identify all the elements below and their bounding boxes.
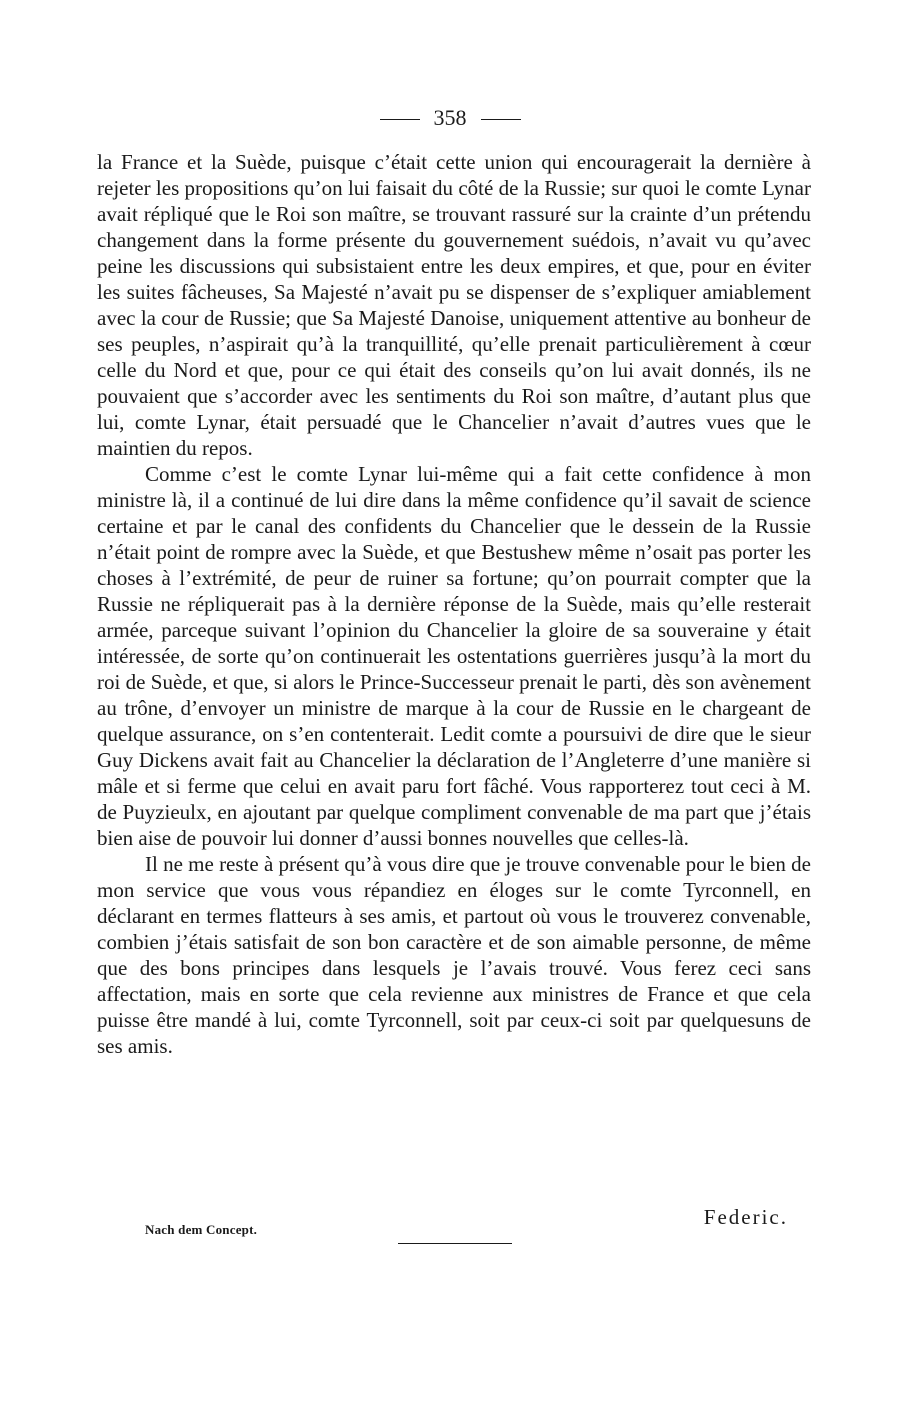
page-header — [0, 104, 900, 132]
source-note: Nach dem Concept. — [145, 1222, 258, 1237]
letter-body — [97, 149, 811, 1059]
closing-rule — [398, 1243, 512, 1244]
header-rule-left — [380, 119, 420, 120]
signature: Federic. — [703, 1205, 788, 1229]
paragraph: Comme c’est le comte Lynar lui-même qui a fait cette confidence à mon ministre là, il a continué de lui dire dans la même confidence qu’il savait de science certaine et par le canal des confidents du Chancelier que le dessein de la Russie n’était point de rompre avec la Suède, et que Bestushew même n’osait pas porter les choses à l’extrémité, de peur de ruiner sa fortune; qu’on pourrait compter que la Russie ne répliquerait pas à la dernière réponse de la Suède, mais qu’elle resterait armée, parceque suivant l’opinion du Chancelier la gloire de sa souveraine y était intéressée, de sorte qu’on continuerait les ostentations guerrières jusqu’à la mort du roi de Suède, et que, si alors le Prince-Successeur prenait le parti, dès son avènement au trône, d’envoyer un ministre de marque à la cour de Russie en le chargeant de quelque assurance, on s’en contenterait. Ledit comte a poursuivi de dire que le sieur Guy Dickens avait fait au Chancelier la déclaration de l’Angleterre d’une manière si mâle et si ferme que celui en avait paru fort fâché. Vous rapporterez tout ceci à M. de Puyzieulx, en ajoutant par quelque compliment convenable de ma part que j’étais bien aise de pouvoir lui donner d’aussi bonnes nouvelles que celles-là. — [97, 462, 811, 850]
paragraph: Il ne me reste à présent qu’à vous dire que je trouve convenable pour le bien de mon service que vous vous répandiez en éloges sur le comte Tyrconnell, en déclarant en termes flatteurs à ses amis, et partout où vous le trouverez convenable, combien j’étais satisfait de son bon caractère et de son aimable personne, de même que des bons principes dans lesquels je l’avais trouvé. Vous ferez ceci sans affectation, mais en sorte que cela revienne aux ministres de France et que cela puisse être mandé à lui, comte Tyrconnell, soit par ceux-ci soit par quelquesuns de ses amis. — [97, 852, 811, 1058]
paragraph-continued: la France et la Suède, puisque c’était cette union qui encouragerait la dernière à rejeter les propositions qu’on lui faisait du côté de la Russie; sur quoi le comte Lynar avait répliqué que le Roi son maître, se trouvant rassuré sur la crainte d’un prétendu changement dans la forme présente du gouvernement suédois, n’avait vu qu’avec peine les discussions qui subsistaient entre les deux empires, et que, pour en éviter les suites fâcheuses, Sa Majesté n’avait pu se dispenser de s’expliquer amiablement avec la cour de Russie; que Sa Majesté Danoise, uniquement attentive au bonheur de ses peuples, n’aspirait qu’à la tranquillité, qu’elle prenait particulièrement à cœur celle du Nord et que, pour ce qui était des conseils qu’on lui avait donnés, ils ne pouvaient que s’accorder avec les sentiments du Roi son maître, d’autant plus que lui, comte Lynar, était persuadé que le Chancelier n’avait d’autres vues que le maintien du repos. — [97, 150, 811, 460]
header-rule-right — [481, 119, 521, 120]
page-number: 358 — [433, 105, 467, 130]
